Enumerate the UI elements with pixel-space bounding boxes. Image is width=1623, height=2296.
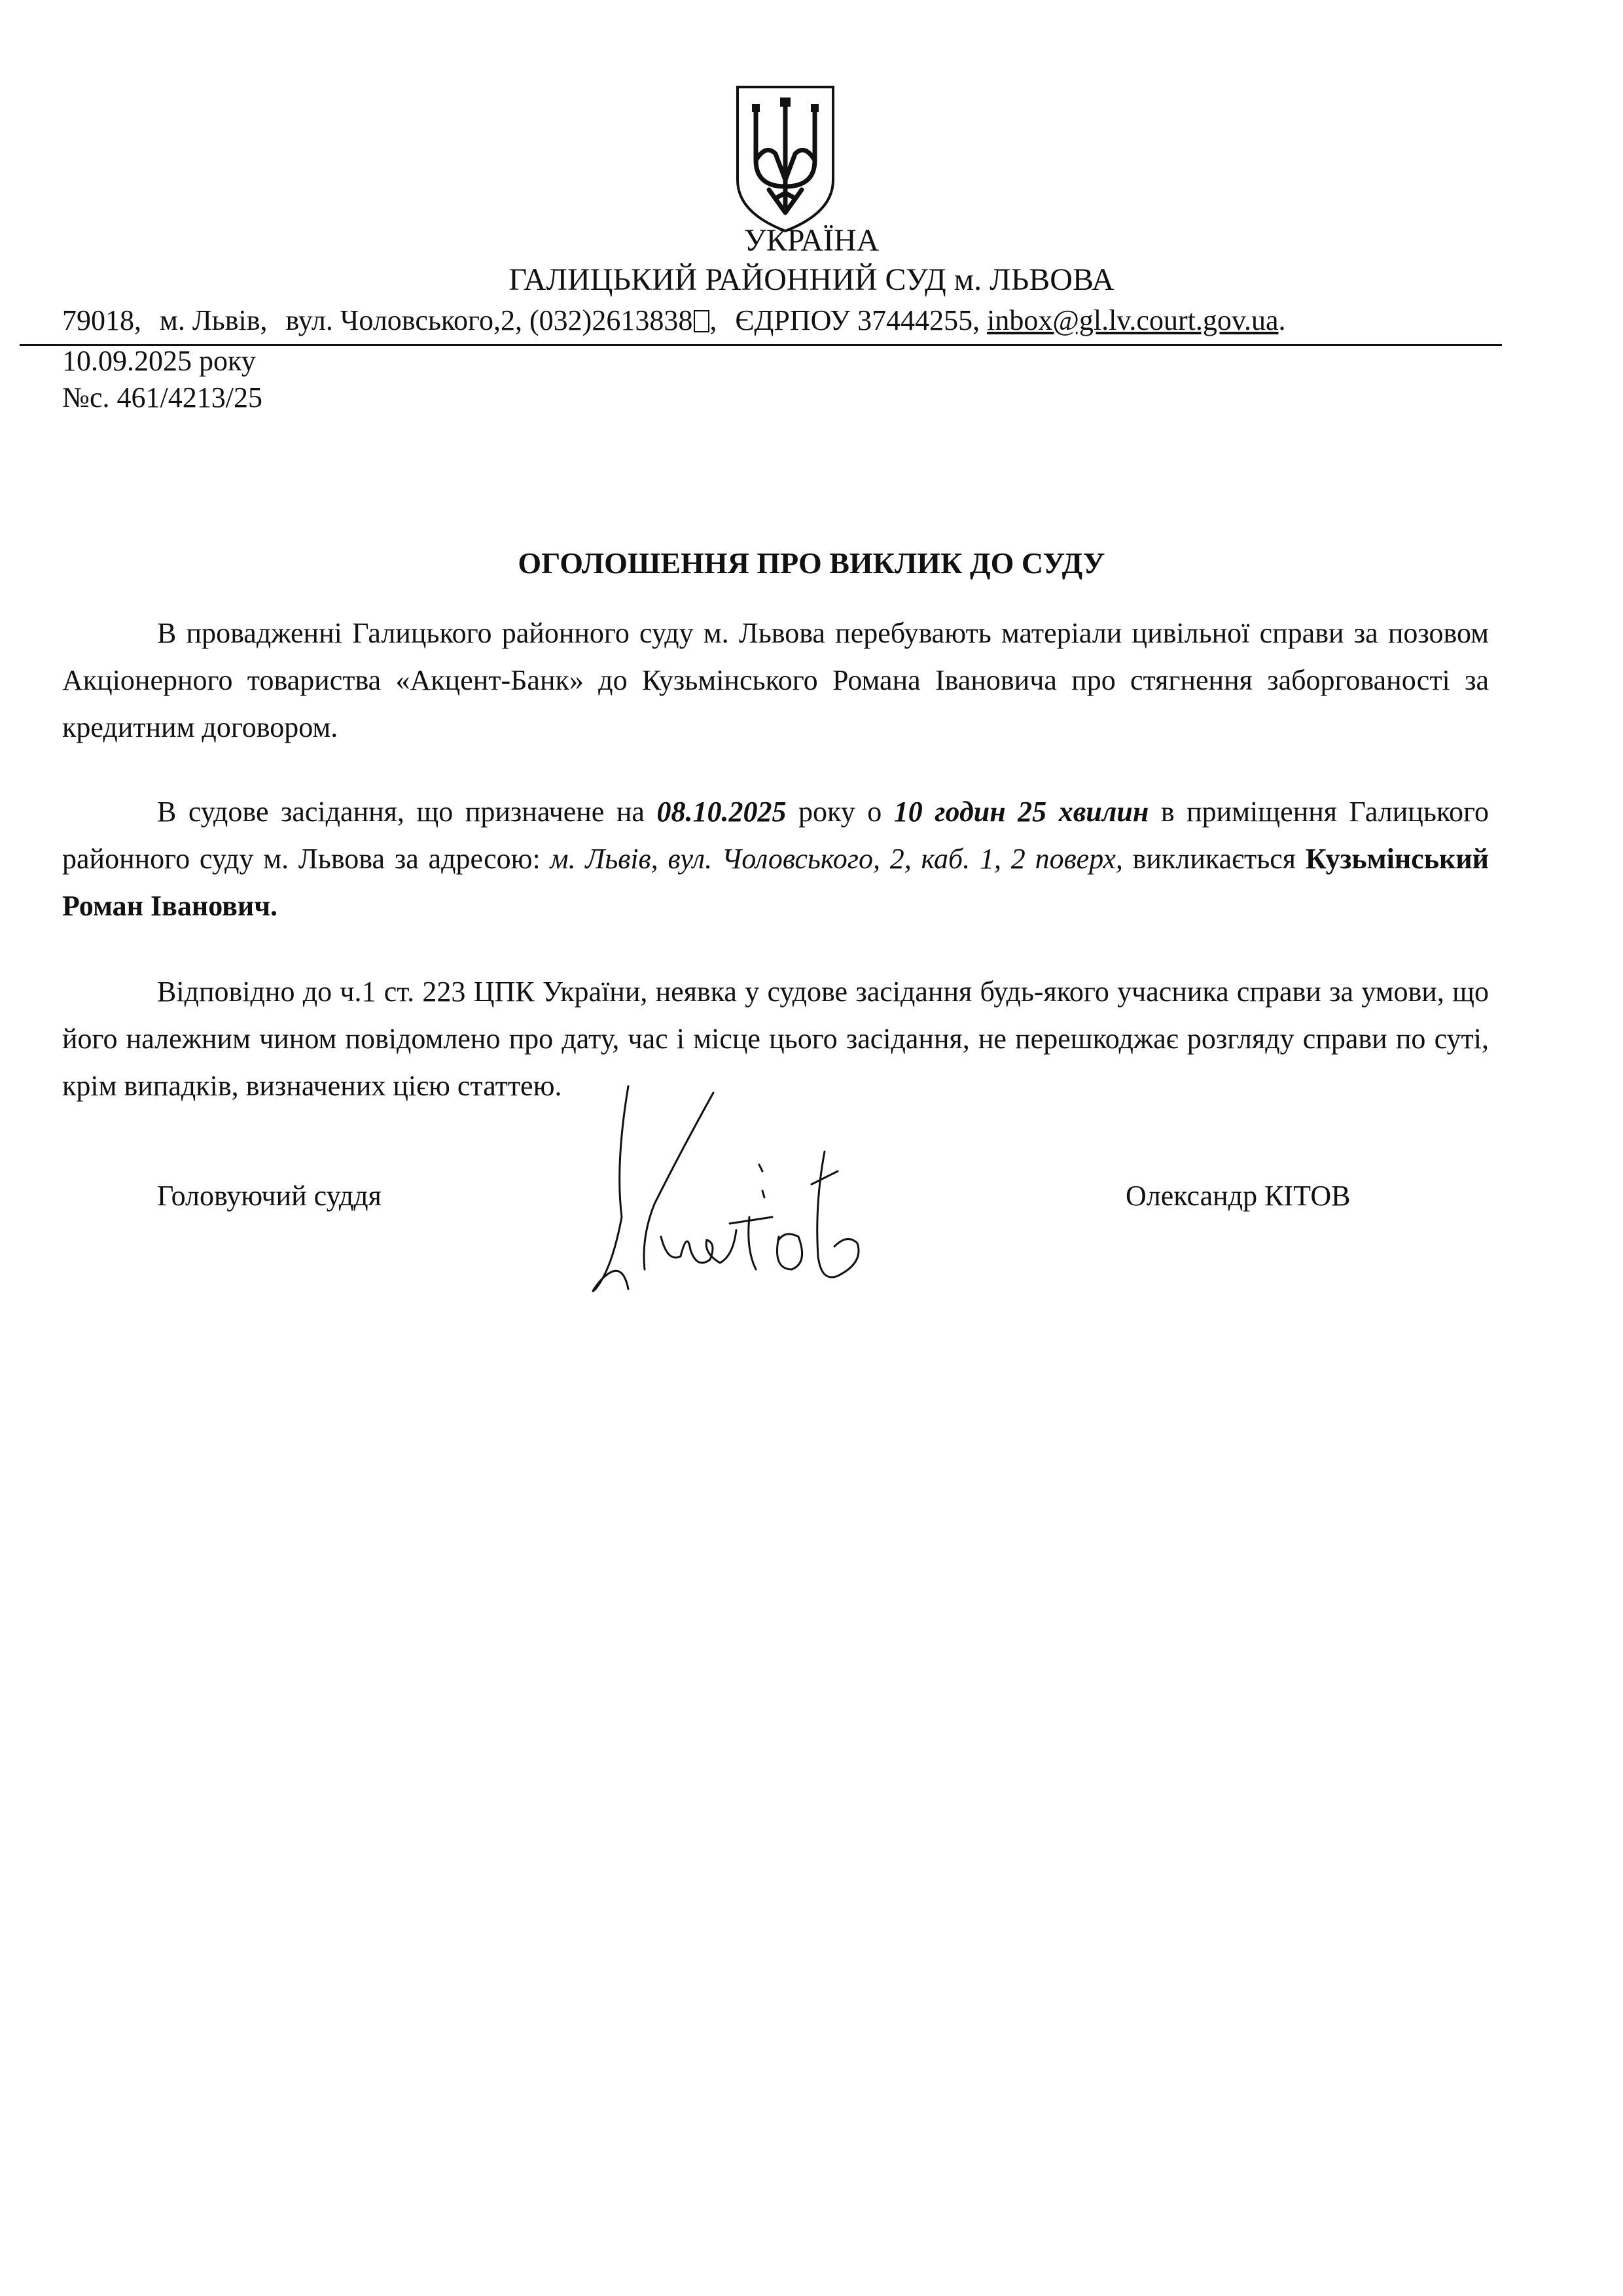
paragraph-1-text: В провадженні Галицького районного суду м. Львова перебувають матеріали цивільної справи за позовом Акціонерного товариства «Акцент-Банк» до Кузьмінського Романа Івановича про стягнення заборгованості за кредитним договором. (62, 617, 1489, 743)
handwritten-signature-icon (576, 1073, 942, 1309)
judge-name: Олександр КІТОВ (1126, 1180, 1351, 1212)
placeholder-glyph-icon (694, 310, 709, 332)
hearing-address: м. Львів, вул. Чоловського, 2, каб. 1, 2 поверх, (550, 843, 1123, 875)
paragraph-2-part-4: викликається (1122, 843, 1306, 875)
paragraph-2-part-1: В судове засідання, що призначене на (157, 796, 657, 828)
postal-code: 79018, (62, 304, 141, 336)
email-link[interactable]: inbox@gl.lv.court.gov.ua (987, 304, 1279, 336)
paragraph-case-description (62, 610, 1489, 751)
street-address: вул. Чоловського,2, (285, 304, 523, 336)
court-contacts: 79018, м. Львів, вул. Чоловського,2, (032)2613838 , ЄДРПОУ 37444255, inbox@gl.lv.court.gov.ua. (62, 304, 1286, 336)
court-name: ГАЛИЦЬКИЙ РАЙОННИЙ СУД м. ЛЬВОВА (508, 262, 1115, 297)
paragraph-2-part-3: в приміщення Галицького районного суду м. Львова за адресою: (62, 796, 1489, 875)
trailing-period: . (1278, 304, 1286, 336)
document-title: ОГОЛОШЕННЯ ПРО ВИКЛИК ДО СУДУ (518, 546, 1105, 580)
paragraph-3-text: Відповідно до ч.1 ст. 223 ЦПК України, неявка у судове засідання будь-якого учасника справи за умови, що його належним чином повідомлено про дату, час і місце цього засідання, не перешкоджає розгляду справи по суті, крім випадків, визначених цією статтею. (62, 976, 1489, 1102)
case-number: №с. 461/4213/25 (62, 381, 262, 414)
hearing-time: 10 годин 25 хвилин (893, 796, 1149, 828)
phone-number: (032)2613838 (529, 304, 693, 336)
country-name: УКРАЇНА (743, 223, 880, 258)
city: м. Львів, (160, 304, 268, 336)
paragraph-hearing-details (62, 788, 1489, 930)
hearing-date: 08.10.2025 (656, 796, 787, 828)
document-date: 10.09.2025 року (62, 345, 256, 377)
ukraine-trident-icon (730, 82, 841, 236)
paragraph-2-part-2: року о (786, 796, 894, 828)
summoned-person: Кузьмінський Роман Іванович. (62, 843, 1489, 922)
judge-position: Головуючий суддя (157, 1180, 382, 1212)
edrpou-code: ЄДРПОУ 37444255, (735, 304, 980, 336)
